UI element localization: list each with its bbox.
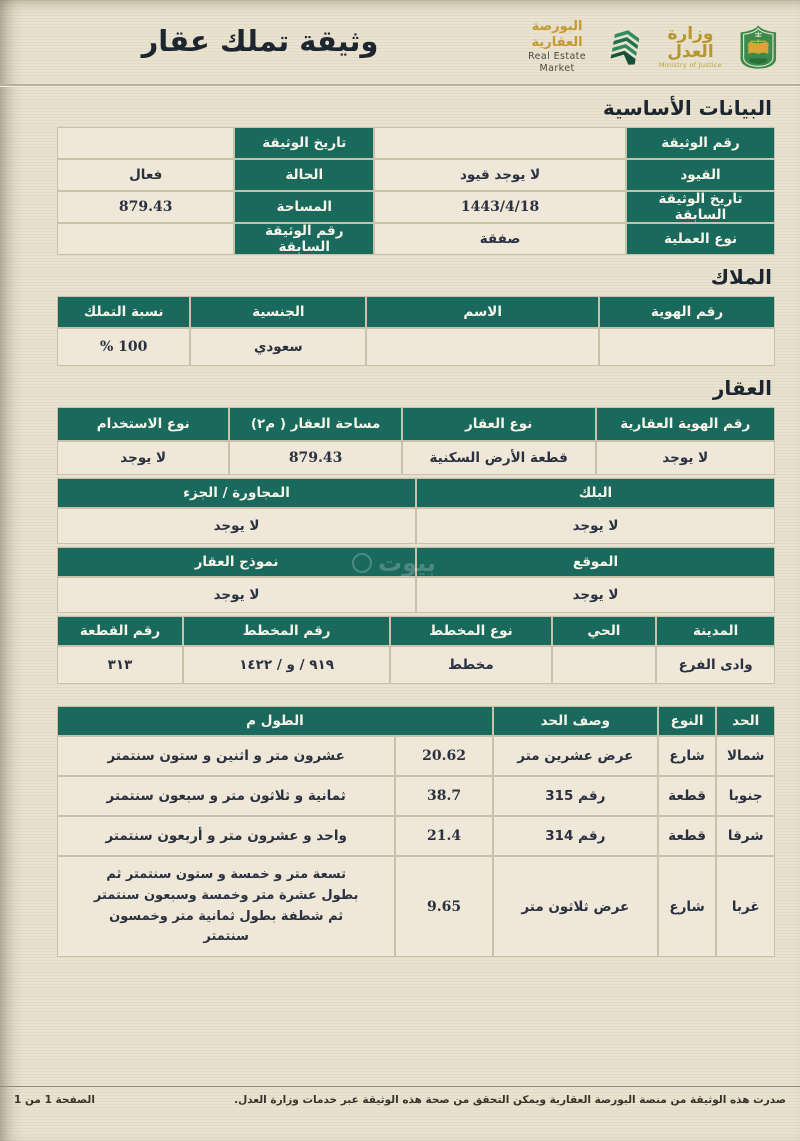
plan-type-header: نوع المخطط [391, 617, 550, 645]
property-block-table [57, 478, 775, 544]
status-value: فعال [58, 160, 233, 190]
restrictions-label: القيود [627, 160, 774, 190]
boundary-west-side: غربا [717, 857, 774, 956]
prev-doc-date-label: تاريخ الوثيقة السابقة [627, 192, 774, 222]
operation-type-label: نوع العملية [627, 224, 774, 254]
ministry-of-justice-wordmark [653, 25, 729, 70]
property-location-table [57, 547, 775, 613]
owner-nationality-value: سعودي [191, 329, 365, 365]
boundary-south-desc: رقم 315 [494, 777, 657, 815]
plan-number-header: رقم المخطط [184, 617, 389, 645]
adjacent-part-header: المجاورة / الجزء [58, 479, 415, 507]
doc-date-label: تاريخ الوثيقة [235, 128, 373, 158]
block-value: لا يوجد [417, 509, 774, 543]
city-header: المدينة [657, 617, 774, 645]
ministry-of-justice-emblem-icon [739, 18, 778, 76]
property-area-header: مساحة العقار ( م٢) [230, 408, 400, 440]
boundary-north-length: 20.62 [396, 737, 492, 775]
boundary-south-length-text: ثمانية و ثلاثون متر و سبعون سنتمتر [58, 777, 394, 815]
block-header: البلك [417, 479, 774, 507]
boundary-east-type: قطعة [659, 817, 716, 855]
location-header: الموقع [417, 548, 774, 576]
boundary-desc-header: وصف الحد [494, 707, 657, 735]
prev-doc-number-value [58, 224, 233, 254]
boundary-north-side: شمالا [717, 737, 774, 775]
boundary-north-desc: عرض عشرين متر [494, 737, 657, 775]
owner-name-value [367, 329, 598, 365]
real-estate-market-arabic-label: البورصة العقارية [531, 18, 583, 51]
owners-table [57, 296, 775, 366]
boundaries-table [57, 706, 775, 957]
boundary-south-type: قطعة [659, 777, 716, 815]
real-estate-market-map-icon [609, 24, 641, 70]
footer-page-number: الصفحة 1 من 1 [14, 1094, 95, 1106]
property-type-value: قطعة الأرض السكنية [403, 442, 595, 474]
ownership-percentage-value: % 100 [58, 329, 189, 365]
boundary-west-length-text: تسعة متر و خمسة و ستون سنتمتر ثم بطول عشرة متر وخمسة وسبعون سنتمتر ثم شطفة بطول ثمانية متر وخمسون سنتمتر [58, 857, 394, 956]
real-estate-market-wordmark [516, 19, 598, 75]
owner-id-value [600, 329, 774, 365]
adjacent-part-value: لا يوجد [58, 509, 415, 543]
area-value: 879.43 [58, 192, 233, 222]
boundary-type-header: النوع [659, 707, 716, 735]
plot-number-value: ٣١٣ [58, 647, 182, 683]
ministry-of-justice-english-label: Ministry of Justice [658, 61, 723, 70]
real-estate-market-english-label: Real Estate Market [528, 51, 587, 75]
location-value: لا يوجد [417, 578, 774, 612]
document-footer [0, 1086, 800, 1106]
property-id-value: لا يوجد [597, 442, 775, 474]
property-model-header: نموذج العقار [58, 548, 415, 576]
boundary-north-type: شارع [659, 737, 716, 775]
boundary-west-desc: عرض ثلاثون متر [494, 857, 657, 956]
ministry-of-justice-arabic-label: وزارة العدل [667, 23, 714, 63]
doc-date-value [58, 128, 233, 158]
operation-type-value: صفقة [375, 224, 625, 254]
logo-group [510, 12, 800, 82]
property-area-value: 879.43 [230, 442, 400, 474]
boundary-west-length: 9.65 [396, 857, 492, 956]
page-title: وثيقة تملك عقار [141, 24, 379, 58]
section-title-basic-data: البيانات الأساسية [602, 96, 772, 120]
prev-doc-date-value: 1443/4/18 [375, 192, 625, 222]
footer-note: صدرت هذه الوثيقة من منصة البورصة العقارية ويمكن التحقق من صحة هذه الوثيقة عبر خدمات وزارة العدل. [234, 1094, 786, 1106]
owner-name-header: الاسم [367, 297, 598, 327]
prev-doc-number-label: رقم الوثيقة السابقة [235, 224, 373, 254]
owner-id-header: رقم الهوية [600, 297, 774, 327]
section-title-owners: الملاك [710, 265, 772, 289]
plan-type-value: مخطط [391, 647, 550, 683]
boundary-east-length-text: واحد و عشرون متر و أربعون سنتمتر [58, 817, 394, 855]
property-plan-table [57, 616, 775, 684]
boundary-east-length: 21.4 [396, 817, 492, 855]
boundary-east-side: شرقا [717, 817, 774, 855]
doc-number-value [375, 128, 625, 158]
section-title-property: العقار [712, 376, 772, 400]
doc-number-label: رقم الوثيقة [627, 128, 774, 158]
boundary-side-header: الحد [717, 707, 774, 735]
boundary-east-desc: رقم 314 [494, 817, 657, 855]
city-value: وادى الفرع [657, 647, 774, 683]
district-value [553, 647, 656, 683]
usage-type-header: نوع الاستخدام [58, 408, 228, 440]
plot-number-header: رقم القطعة [58, 617, 182, 645]
property-id-table [57, 407, 775, 475]
area-label: المساحة [235, 192, 373, 222]
owner-nationality-header: الجنسية [191, 297, 365, 327]
bayut-watermark-text: بيوت [378, 549, 436, 577]
property-id-header: رقم الهوية العقارية [597, 408, 775, 440]
basic-data-table [57, 127, 775, 255]
plan-number-value: ٩١٩ / و / ١٤٢٢ [184, 647, 389, 683]
restrictions-value: لا يوجد قيود [375, 160, 625, 190]
document-header [0, 0, 800, 84]
boundary-length-header: الطول م [58, 707, 492, 735]
property-model-value: لا يوجد [58, 578, 415, 612]
boundary-south-length: 38.7 [396, 777, 492, 815]
boundary-north-length-text: عشرون متر و اثنين و ستون سنتمتر [58, 737, 394, 775]
usage-type-value: لا يوجد [58, 442, 228, 474]
district-header: الحي [553, 617, 656, 645]
boundary-west-type: شارع [659, 857, 716, 956]
property-type-header: نوع العقار [403, 408, 595, 440]
status-label: الحالة [235, 160, 373, 190]
header-separator [0, 84, 800, 86]
boundary-south-side: جنوبا [717, 777, 774, 815]
ownership-percentage-header: نسبة التملك [58, 297, 189, 327]
